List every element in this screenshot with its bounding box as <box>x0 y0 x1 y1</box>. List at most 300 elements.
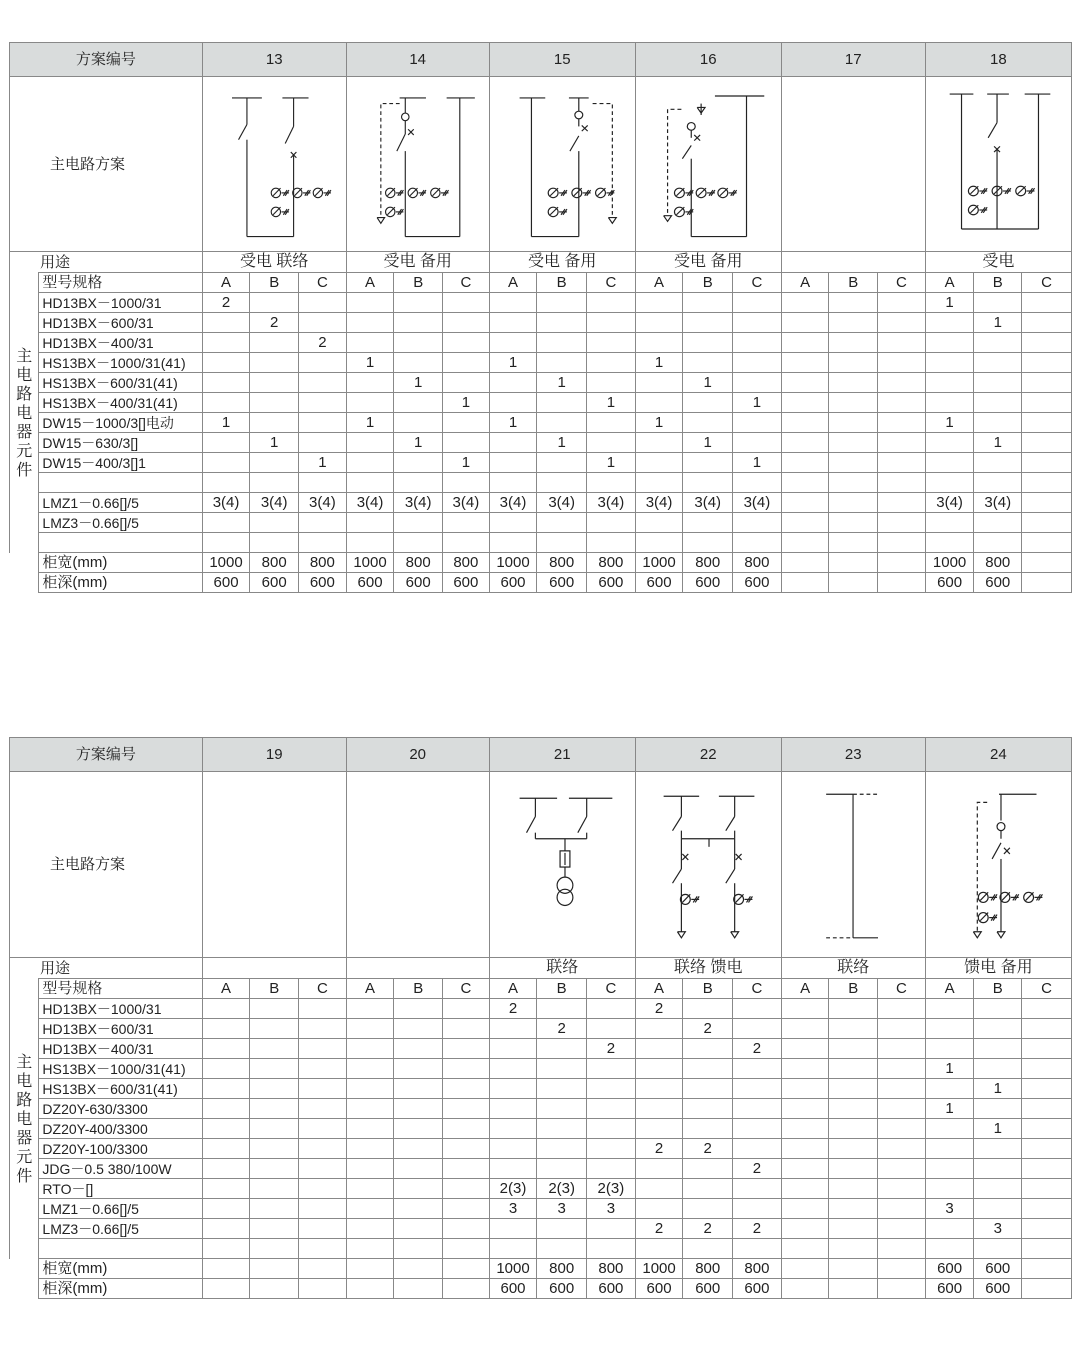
quantity-cell <box>587 1119 636 1139</box>
quantity-cell <box>683 513 733 533</box>
quantity-cell: 1 <box>587 393 636 413</box>
quantity-cell <box>781 1179 829 1199</box>
cabinet-depth-value <box>781 573 829 593</box>
cabinet-depth-value: 600 <box>683 1279 733 1299</box>
cabinet-width-row <box>10 1259 1072 1279</box>
quantity-cell <box>1022 999 1072 1019</box>
cabinet-width-value: 1000 <box>489 553 537 573</box>
quantity-cell <box>489 1219 537 1239</box>
quantity-cell <box>346 999 394 1019</box>
quantity-cell <box>489 1159 537 1179</box>
quantity-cell <box>1022 333 1072 353</box>
scheme-number: 22 <box>635 738 781 772</box>
quantity-cell <box>299 513 347 533</box>
sub-col-header: B <box>250 979 299 999</box>
quantity-cell <box>250 1119 299 1139</box>
quantity-cell <box>635 453 683 473</box>
sub-col-header: C <box>443 979 490 999</box>
quantity-cell <box>299 393 347 413</box>
quantity-cell <box>443 1179 490 1199</box>
quantity-cell <box>878 473 926 493</box>
component-spec: DZ20Y-400/3300 <box>39 1119 202 1139</box>
quantity-cell <box>587 1159 636 1179</box>
quantity-cell <box>489 1039 537 1059</box>
quantity-cell <box>733 1099 782 1119</box>
component-spec: DZ20Y-100/3300 <box>39 1139 202 1159</box>
quantity-cell: 1 <box>587 453 636 473</box>
quantity-cell <box>587 313 636 333</box>
quantity-cell <box>394 1239 443 1259</box>
quantity-cell <box>299 1099 347 1119</box>
quantity-cell <box>733 999 782 1019</box>
sub-col-header: B <box>394 273 443 293</box>
quantity-cell <box>394 1139 443 1159</box>
quantity-cell <box>299 1159 347 1179</box>
quantity-cell <box>829 493 878 513</box>
quantity-cell: 1 <box>974 433 1022 453</box>
sub-col-header: C <box>587 273 636 293</box>
quantity-cell <box>1022 1159 1072 1179</box>
quantity-cell <box>394 533 443 553</box>
quantity-cell <box>733 433 782 453</box>
quantity-cell <box>443 293 490 313</box>
quantity-cell <box>925 373 974 393</box>
component-spec: DW15－630/3[] <box>39 433 202 453</box>
quantity-cell <box>394 313 443 333</box>
quantity-cell <box>443 353 490 373</box>
sub-col-header: B <box>250 273 299 293</box>
quantity-cell <box>683 999 733 1019</box>
quantity-cell <box>346 1079 394 1099</box>
cabinet-width-value: 800 <box>250 553 299 573</box>
quantity-cell <box>781 1099 829 1119</box>
quantity-cell <box>394 393 443 413</box>
quantity-cell: 3(4) <box>587 493 636 513</box>
quantity-cell <box>878 393 926 413</box>
table-row <box>10 473 1072 493</box>
quantity-cell <box>925 1079 974 1099</box>
quantity-cell: 3 <box>974 1219 1022 1239</box>
component-spec: HD13BX－400/31 <box>39 1039 202 1059</box>
quantity-cell: 3(4) <box>635 493 683 513</box>
quantity-cell <box>878 433 926 453</box>
circuit-label: 主电路方案 <box>10 772 203 958</box>
quantity-cell <box>829 1119 878 1139</box>
quantity-cell: 1 <box>537 373 587 393</box>
table-row <box>10 513 1072 533</box>
quantity-cell <box>974 413 1022 433</box>
quantity-cell <box>1022 293 1072 313</box>
group-label-char: 电 <box>16 367 33 384</box>
quantity-cell <box>489 453 537 473</box>
quantity-cell <box>489 333 537 353</box>
quantity-cell <box>537 1139 587 1159</box>
quantity-cell: 2 <box>683 1019 733 1039</box>
quantity-cell <box>299 373 347 393</box>
sub-col-header: A <box>202 979 250 999</box>
group-label-char: 器 <box>16 1130 33 1147</box>
quantity-cell <box>346 373 394 393</box>
cabinet-width-value <box>394 1259 443 1279</box>
scheme-number: 13 <box>202 43 346 77</box>
quantity-cell: 2 <box>683 1219 733 1239</box>
quantity-cell <box>829 1039 878 1059</box>
quantity-cell <box>587 513 636 533</box>
table-row <box>10 1159 1072 1179</box>
cabinet-width-value: 800 <box>299 553 347 573</box>
quantity-cell <box>587 333 636 353</box>
quantity-cell <box>587 1219 636 1239</box>
quantity-cell <box>925 533 974 553</box>
table-row <box>10 1219 1072 1239</box>
quantity-cell <box>781 433 829 453</box>
table-row <box>10 293 1072 313</box>
quantity-cell <box>299 1119 347 1139</box>
quantity-cell <box>635 293 683 313</box>
cabinet-depth-value <box>878 1279 926 1299</box>
quantity-cell <box>394 473 443 493</box>
quantity-cell <box>250 1179 299 1199</box>
cabinet-depth-value: 600 <box>635 1279 683 1299</box>
table-row <box>10 1079 1072 1099</box>
quantity-cell <box>537 393 587 413</box>
quantity-cell <box>829 413 878 433</box>
quantity-cell <box>587 1019 636 1039</box>
quantity-cell <box>781 1119 829 1139</box>
quantity-cell <box>829 1059 878 1079</box>
cabinet-depth-value <box>202 1279 250 1299</box>
quantity-cell <box>299 1239 347 1259</box>
quantity-cell <box>250 513 299 533</box>
cabinet-width-value <box>202 1259 250 1279</box>
quantity-cell <box>202 353 250 373</box>
cabinet-depth-value: 600 <box>587 573 636 593</box>
cabinet-depth-value: 600 <box>733 1279 782 1299</box>
quantity-cell <box>202 1139 250 1159</box>
quantity-cell <box>489 1079 537 1099</box>
quantity-cell: 2 <box>489 999 537 1019</box>
quantity-cell <box>635 433 683 453</box>
quantity-cell <box>733 1079 782 1099</box>
quantity-cell <box>733 333 782 353</box>
cabinet-width-value: 800 <box>974 553 1022 573</box>
quantity-cell <box>925 1119 974 1139</box>
quantity-cell <box>443 1079 490 1099</box>
quantity-cell: 1 <box>925 1099 974 1119</box>
quantity-cell <box>781 999 829 1019</box>
quantity-cell <box>394 293 443 313</box>
quantity-cell: 1 <box>925 293 974 313</box>
quantity-cell <box>1022 533 1072 553</box>
cabinet-depth-value: 600 <box>537 1279 587 1299</box>
sub-col-header: C <box>1022 273 1072 293</box>
quantity-cell <box>925 433 974 453</box>
quantity-cell <box>299 999 347 1019</box>
quantity-cell <box>1022 1039 1072 1059</box>
quantity-cell <box>299 1019 347 1039</box>
scheme-header-row <box>10 43 1072 77</box>
quantity-cell <box>394 453 443 473</box>
quantity-cell <box>829 453 878 473</box>
quantity-cell <box>635 1039 683 1059</box>
quantity-cell <box>250 1099 299 1119</box>
quantity-cell <box>683 313 733 333</box>
quantity-cell <box>537 1119 587 1139</box>
quantity-cell <box>443 1219 490 1239</box>
cabinet-width-value: 800 <box>683 1259 733 1279</box>
quantity-cell: 2 <box>733 1039 782 1059</box>
quantity-cell: 2 <box>635 1219 683 1239</box>
quantity-cell <box>1022 1219 1072 1239</box>
quantity-cell <box>1022 1099 1072 1119</box>
sub-col-header: A <box>925 273 974 293</box>
quantity-cell <box>878 373 926 393</box>
scheme-number: 24 <box>925 738 1071 772</box>
quantity-cell <box>346 1199 394 1219</box>
quantity-cell: 1 <box>394 373 443 393</box>
quantity-cell: 3(4) <box>299 493 347 513</box>
quantity-cell <box>925 1179 974 1199</box>
cabinet-depth-value: 600 <box>537 573 587 593</box>
quantity-cell <box>635 333 683 353</box>
quantity-cell <box>250 1159 299 1179</box>
quantity-cell <box>587 1059 636 1079</box>
scheme-number: 20 <box>346 738 489 772</box>
quantity-cell <box>635 373 683 393</box>
circuit-diagram-24 <box>925 772 1071 958</box>
quantity-cell: 1 <box>250 433 299 453</box>
quantity-cell <box>829 473 878 493</box>
quantity-cell <box>1022 393 1072 413</box>
group-label-char: 器 <box>16 424 33 441</box>
cabinet-depth-value <box>346 1279 394 1299</box>
quantity-cell <box>781 1039 829 1059</box>
cabinet-width-value: 800 <box>683 553 733 573</box>
quantity-cell <box>299 1219 347 1239</box>
quantity-cell <box>925 1139 974 1159</box>
quantity-cell <box>250 1199 299 1219</box>
quantity-cell <box>733 313 782 333</box>
quantity-cell <box>346 293 394 313</box>
quantity-cell <box>781 493 829 513</box>
quantity-cell <box>829 1219 878 1239</box>
sub-col-header: A <box>635 979 683 999</box>
quantity-cell <box>635 513 683 533</box>
quantity-cell <box>974 1199 1022 1219</box>
quantity-cell <box>683 353 733 373</box>
component-spec <box>39 473 202 493</box>
quantity-cell <box>781 1239 829 1259</box>
quantity-cell: 3(4) <box>489 493 537 513</box>
quantity-cell <box>587 1079 636 1099</box>
quantity-cell <box>974 513 1022 533</box>
quantity-cell: 3(4) <box>443 493 490 513</box>
quantity-cell <box>635 1059 683 1079</box>
quantity-cell <box>443 413 490 433</box>
quantity-cell <box>394 1039 443 1059</box>
sub-col-header: B <box>974 979 1022 999</box>
quantity-cell <box>829 1179 878 1199</box>
circuit-row <box>10 77 1072 252</box>
quantity-cell <box>829 293 878 313</box>
quantity-cell <box>587 473 636 493</box>
quantity-cell <box>878 533 926 553</box>
scheme-label: 方案编号 <box>10 738 203 772</box>
quantity-cell <box>1022 1119 1072 1139</box>
group-label-char: 电 <box>16 1111 33 1128</box>
quantity-cell: 3 <box>489 1199 537 1219</box>
component-spec: JDG－0.5 380/100W <box>39 1159 202 1179</box>
circuit-diagram-17 <box>781 77 925 252</box>
quantity-cell: 2 <box>587 1039 636 1059</box>
purpose-value: 馈电 备用 <box>925 958 1071 979</box>
cabinet-depth-label: 柜深(mm) <box>39 1279 202 1299</box>
quantity-cell: 2(3) <box>537 1179 587 1199</box>
quantity-cell <box>489 513 537 533</box>
quantity-cell <box>974 453 1022 473</box>
quantity-cell <box>489 473 537 493</box>
quantity-cell <box>346 313 394 333</box>
cabinet-width-value: 1000 <box>925 553 974 573</box>
quantity-cell <box>250 333 299 353</box>
quantity-cell <box>878 353 926 373</box>
quantity-cell: 2 <box>250 313 299 333</box>
quantity-cell <box>829 353 878 373</box>
quantity-cell <box>537 313 587 333</box>
cabinet-width-value: 1000 <box>635 553 683 573</box>
quantity-cell <box>683 293 733 313</box>
quantity-cell <box>878 1219 926 1239</box>
quantity-cell <box>250 1039 299 1059</box>
quantity-cell <box>974 353 1022 373</box>
quantity-cell <box>925 999 974 1019</box>
table-row <box>10 313 1072 333</box>
quantity-cell <box>781 393 829 413</box>
quantity-cell <box>781 333 829 353</box>
quantity-cell <box>202 1119 250 1139</box>
purpose-label: 用途 <box>10 252 203 273</box>
cabinet-depth-value: 600 <box>925 1279 974 1299</box>
quantity-cell <box>878 1179 926 1199</box>
quantity-cell: 2 <box>635 999 683 1019</box>
quantity-cell <box>878 293 926 313</box>
quantity-cell: 3(4) <box>537 493 587 513</box>
quantity-cell <box>829 313 878 333</box>
quantity-cell <box>250 1019 299 1039</box>
table-row <box>10 1099 1072 1119</box>
quantity-cell <box>878 1239 926 1259</box>
component-spec: HD13BX－400/31 <box>39 333 202 353</box>
quantity-cell: 1 <box>635 353 683 373</box>
quantity-cell <box>346 453 394 473</box>
quantity-cell <box>925 453 974 473</box>
table-row <box>10 1199 1072 1219</box>
table-row <box>10 353 1072 373</box>
quantity-cell <box>489 1059 537 1079</box>
quantity-cell <box>974 1019 1022 1039</box>
cabinet-depth-row <box>10 1279 1072 1299</box>
quantity-cell <box>683 1179 733 1199</box>
quantity-cell <box>537 999 587 1019</box>
quantity-cell <box>974 473 1022 493</box>
circuit-row <box>10 772 1072 958</box>
cabinet-width-value: 800 <box>587 1259 636 1279</box>
quantity-cell <box>974 393 1022 413</box>
quantity-cell <box>781 293 829 313</box>
sub-col-header: B <box>683 979 733 999</box>
quantity-cell: 3(4) <box>974 493 1022 513</box>
group-label-char: 件 <box>16 462 33 479</box>
sub-col-header: A <box>781 979 829 999</box>
quantity-cell <box>346 1139 394 1159</box>
quantity-cell: 3 <box>925 1199 974 1219</box>
quantity-cell <box>537 1219 587 1239</box>
quantity-cell <box>299 353 347 373</box>
quantity-cell <box>202 473 250 493</box>
scheme-number: 19 <box>202 738 346 772</box>
circuit-diagram-21 <box>489 772 635 958</box>
component-spec: DW15－400/3[]1 <box>39 453 202 473</box>
quantity-cell <box>781 313 829 333</box>
quantity-cell <box>443 999 490 1019</box>
spec-header-row <box>10 979 1072 999</box>
purpose-value: 受电 备用 <box>489 252 635 273</box>
sub-col-header: C <box>733 273 782 293</box>
component-spec: HS13BX－600/31(41) <box>39 373 202 393</box>
quantity-cell <box>829 373 878 393</box>
quantity-cell <box>537 1159 587 1179</box>
quantity-cell <box>587 1099 636 1119</box>
component-spec <box>39 1239 202 1259</box>
cabinet-depth-value: 600 <box>683 573 733 593</box>
quantity-cell <box>299 313 347 333</box>
quantity-cell <box>683 333 733 353</box>
cabinet-depth-value: 600 <box>394 573 443 593</box>
circuit-diagram-19 <box>202 772 346 958</box>
quantity-cell: 1 <box>394 433 443 453</box>
quantity-cell <box>829 513 878 533</box>
cabinet-depth-value: 600 <box>974 573 1022 593</box>
quantity-cell <box>537 413 587 433</box>
cabinet-width-label: 柜宽(mm) <box>39 1259 202 1279</box>
quantity-cell <box>829 1159 878 1179</box>
quantity-cell <box>587 293 636 313</box>
cabinet-depth-value: 600 <box>250 573 299 593</box>
component-spec: RTO－[] <box>39 1179 202 1199</box>
quantity-cell <box>587 433 636 453</box>
scheme-number: 18 <box>925 43 1071 77</box>
quantity-cell: 3(4) <box>346 493 394 513</box>
quantity-cell <box>878 1079 926 1099</box>
cabinet-width-value <box>878 1259 926 1279</box>
quantity-cell <box>925 333 974 353</box>
quantity-cell <box>974 333 1022 353</box>
quantity-cell <box>635 1179 683 1199</box>
component-spec: HS13BX－400/31(41) <box>39 393 202 413</box>
scheme-number: 15 <box>489 43 635 77</box>
table-row <box>10 333 1072 353</box>
quantity-cell <box>443 1039 490 1059</box>
quantity-cell <box>250 999 299 1019</box>
purpose-value: 联络 <box>489 958 635 979</box>
component-spec: LMZ1－0.66[]/5 <box>39 1199 202 1219</box>
quantity-cell <box>489 1119 537 1139</box>
cabinet-depth-label: 柜深(mm) <box>39 573 202 593</box>
quantity-cell <box>299 293 347 313</box>
quantity-cell <box>250 1079 299 1099</box>
quantity-cell <box>202 1039 250 1059</box>
quantity-cell: 2 <box>683 1139 733 1159</box>
